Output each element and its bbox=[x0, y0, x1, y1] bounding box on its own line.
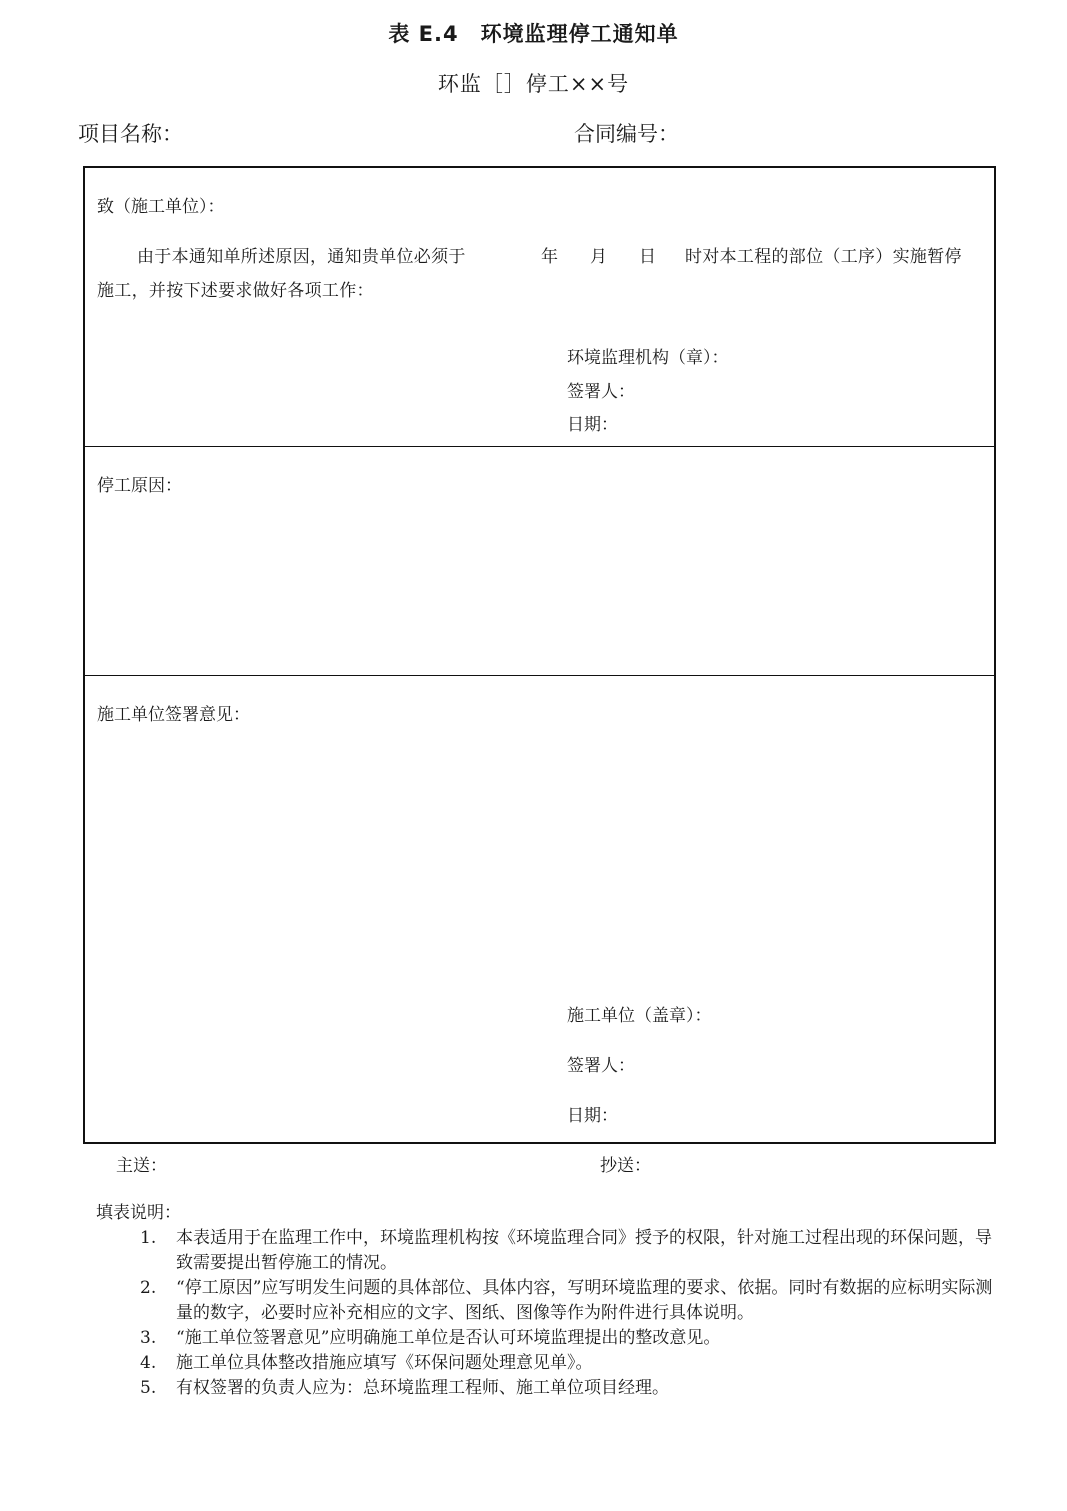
day-label: 日 bbox=[639, 247, 657, 267]
contractor-stamp-label: 施工单位（盖章）： bbox=[567, 1006, 712, 1026]
form-table bbox=[83, 166, 996, 1144]
project-name-label: 项目名称： bbox=[78, 122, 183, 146]
notice-body-part1: 由于本通知单所述原因，通知贵单位必须于 bbox=[137, 247, 466, 267]
instruction-text: “停工原因”应写明发生问题的具体部位、具体内容，写明环境监理的要求、依据。同时有数据的应标明实际测量的数字，必要时应补充相应的文字、图纸、图像等作为附件进行具体说明。 bbox=[176, 1278, 993, 1323]
instruction-number: 4. bbox=[140, 1353, 157, 1373]
contractor-signer-label: 签署人： bbox=[567, 1056, 635, 1076]
stop-reason-label: 停工原因： bbox=[97, 476, 182, 496]
instruction-text: “施工单位签署意见”应明确施工单位是否认可环境监理提出的整改意见。 bbox=[176, 1328, 721, 1348]
instruction-item bbox=[96, 1326, 996, 1351]
contractor-opinion-label: 施工单位签署意见： bbox=[97, 705, 250, 725]
instruction-number: 3. bbox=[140, 1328, 157, 1348]
notice-signer-label: 签署人： bbox=[567, 382, 635, 402]
supervision-org-label: 环境监理机构（章）： bbox=[567, 348, 729, 368]
instruction-number: 5. bbox=[140, 1378, 157, 1398]
document-number: 环监［］停工××号 bbox=[437, 72, 630, 96]
notice-body-line2: 施工，并按下述要求做好各项工作： bbox=[97, 281, 374, 301]
recipient-label: 致（施工单位）： bbox=[97, 197, 225, 217]
instruction-item bbox=[96, 1351, 996, 1376]
instruction-item bbox=[96, 1276, 996, 1326]
instruction-number: 2. bbox=[140, 1278, 157, 1298]
instructions bbox=[96, 1201, 996, 1401]
instructions-heading: 填表说明： bbox=[96, 1203, 181, 1223]
send-to-label: 主送： bbox=[116, 1156, 167, 1176]
instruction-item bbox=[96, 1226, 996, 1276]
year-label: 年 bbox=[541, 247, 559, 267]
instruction-item bbox=[96, 1376, 996, 1401]
notice-date-label: 日期： bbox=[567, 415, 618, 435]
contract-number-label: 合同编号： bbox=[574, 122, 679, 146]
section-divider bbox=[85, 675, 994, 676]
instruction-text: 有权签署的负责人应为：总环境监理工程师、施工单位项目经理。 bbox=[176, 1378, 669, 1398]
page-title: 表 E.4 环境监理停工通知单 bbox=[388, 22, 679, 46]
cc-label: 抄送： bbox=[600, 1156, 651, 1176]
contractor-date-label: 日期： bbox=[567, 1106, 618, 1126]
month-label: 月 bbox=[590, 247, 608, 267]
notice-body-part2: 时对本工程的部位（工序）实施暂停 bbox=[685, 247, 962, 267]
instruction-number: 1. bbox=[140, 1228, 157, 1248]
section-divider bbox=[85, 446, 994, 447]
instruction-text: 施工单位具体整改措施应填写《环保问题处理意见单》。 bbox=[176, 1353, 593, 1373]
instruction-text: 本表适用于在监理工作中，环境监理机构按《环境监理合同》授予的权限，针对施工过程出现的环保问题，导致需要提出暂停施工的情况。 bbox=[176, 1228, 992, 1273]
